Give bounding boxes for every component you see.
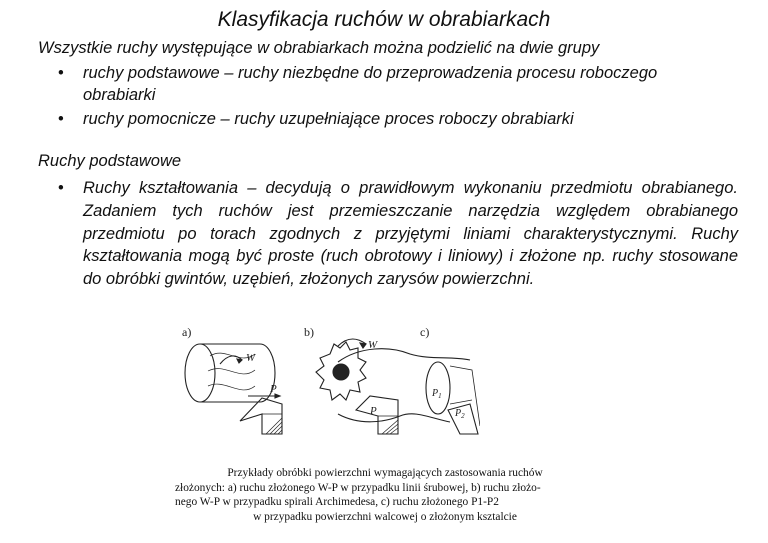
- caption-line: Przykłady obróbki powierzchni wymagających zastosowania ruchów: [227, 467, 543, 479]
- list-item: • ruchy pomocnicze – ruchy uzupełniające proces roboczy obrabiarki: [58, 108, 718, 130]
- panel-label-b: b): [304, 326, 314, 339]
- page-title: Klasyfikacja ruchów w obrabiarkach: [217, 8, 551, 31]
- panel-label-a: a): [182, 326, 192, 339]
- caption-line: nego W-P w przypadku spirali Archimedesa, c) ruchu złożonego P1-P2: [175, 496, 499, 508]
- caption-line: w przypadku powierzchni walcowej o złożonym ksztalcie: [253, 510, 517, 523]
- intro-text: Wszystkie ruchy występujące w obrabiarkach można podzielić na dwie grupy: [38, 39, 600, 57]
- basic-motions-list: [58, 177, 738, 291]
- symbol-p-b: P: [370, 405, 377, 417]
- figure-caption: [175, 466, 595, 524]
- panel-label-c: c): [420, 326, 430, 339]
- symbol-p2: $P_2$: [455, 408, 465, 420]
- list-item: • ruchy podstawowe – ruchy niezbędne do przeprowadzenia procesu roboczego obrabiarki: [58, 62, 718, 106]
- panel-a-cylinder: [185, 344, 282, 434]
- caption-line: złożonych: a) ruchu złożonego W-P w przypadku linii śrubowej, b) ruchu złożo-: [175, 481, 541, 494]
- motion-groups-list: [58, 62, 718, 132]
- section-title: Ruchy podstawowe: [38, 152, 182, 170]
- symbol-w-b: W: [368, 339, 378, 351]
- list-item: • Ruchy kształtowania – decydują o prawidłowym wykonaniu przedmiotu obrabianego. Zadaniem tych ruchów jest przemieszczanie narzędzia względem obrabianego przedmiotu po torach zgodnych z przyjętymi liniami charakterystycznymi. Ruchy kształtowania mogą być proste (ruch obrotowy i liniowy) i złożone np. ruchy stosowane do obróbki gwintów, uzębień, złożonych zarysów powierzchni.: [58, 177, 738, 291]
- symbol-p-a: P: [270, 383, 277, 395]
- symbol-w-a: W: [246, 352, 256, 364]
- symbol-p1: $P_1$: [432, 388, 442, 400]
- machining-figure: [170, 326, 480, 456]
